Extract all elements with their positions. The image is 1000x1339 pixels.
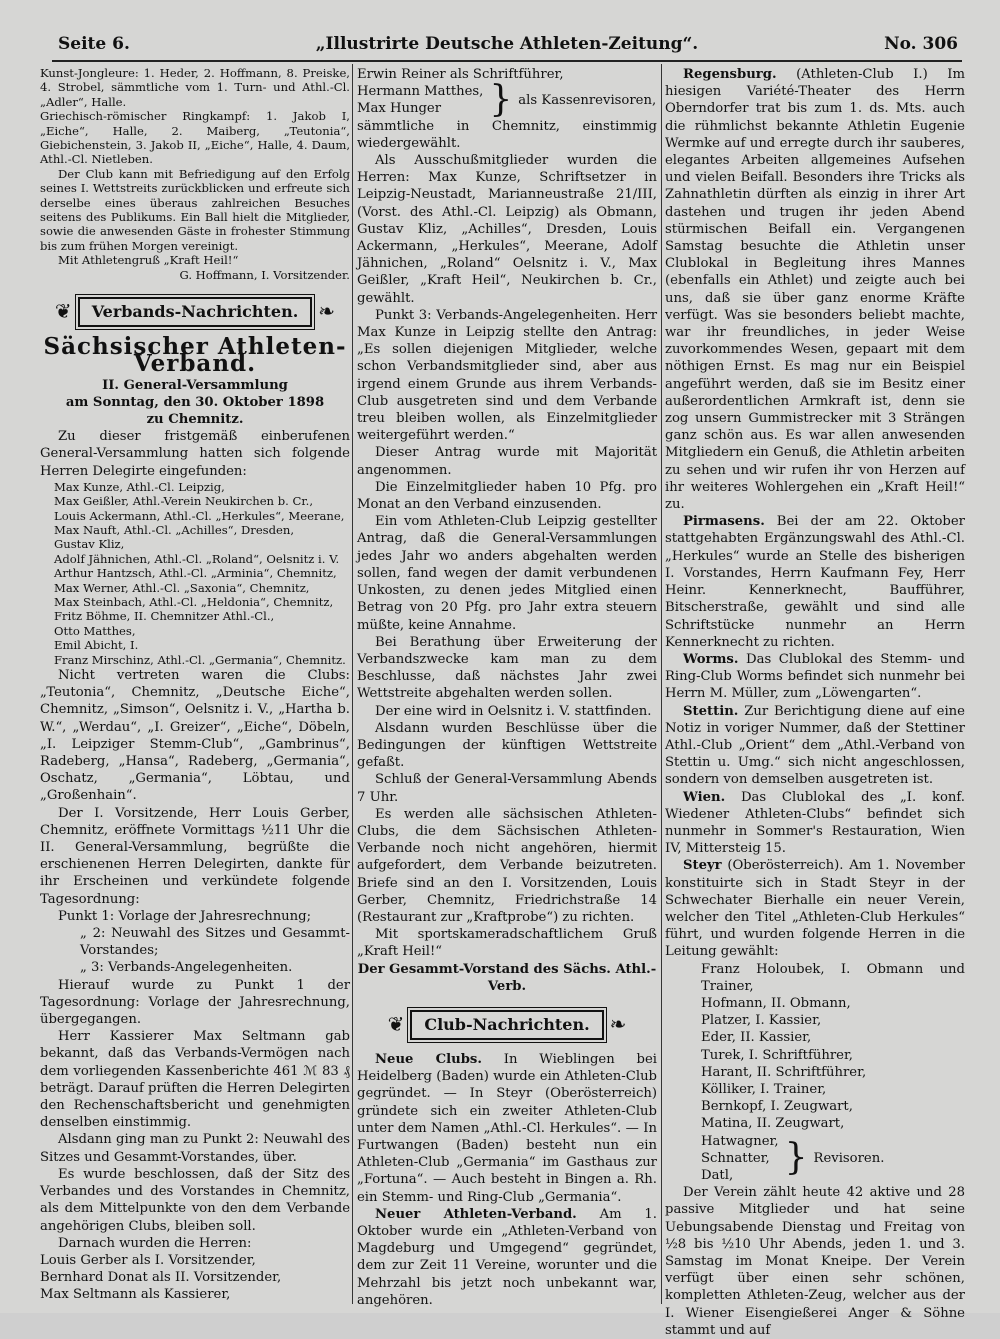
- agenda-list: [40, 908, 350, 977]
- signature: G. Hoffmann, I. Vorsitzender.: [179, 267, 350, 282]
- list-item: Max Hunger: [357, 101, 442, 117]
- paragraph: Die Einzelmitglieder haben 10 Pfg. pro Monat an den Verband einzusenden.: [357, 479, 657, 513]
- list-item: Franz Mirschinz, Athl.-Cl. „Germania“, Chemnitz.: [54, 652, 346, 667]
- list-item: Matina, II. Zeugwart,: [701, 1116, 845, 1132]
- list-item: Hatwagner,: [701, 1133, 779, 1149]
- list-item: Max Steinbach, Athl.-Cl. „Heldonia“, Chemnitz,: [54, 594, 334, 609]
- ornament-icon: ❦: [387, 1012, 405, 1037]
- page-number: Seite 6.: [58, 34, 130, 54]
- paragraph: Dieser Antrag wurde mit Majorität angenommen.: [357, 445, 657, 478]
- paragraph: Als Ausschußmitglieder wurden die Herren: Max Kunze, Schriftsetzer in Leipzig-Neustadt, Marianneustraße 21/III, (Vorst. des Athl.-Cl. Leipzig) als Obmann, Gustav Kliz, „Achilles“, Dresden, Louis Ackermann, „Herkules“, Meerane, Adolf Jähnichen, „Roland“ Oelsnitz i. V., Max Geißler, „Kraft Heil“, Neukirchen b. Cr., gewählt.: [357, 153, 657, 306]
- officer-list: [40, 1252, 350, 1304]
- list-item: Punkt 1: Vorlage der Jahresrechnung;: [58, 908, 312, 924]
- list-item: Erwin Reiner als Schriftführer,: [357, 67, 564, 82]
- issue-number: No. 306: [884, 34, 958, 54]
- paragraph: Es wurde beschlossen, daß der Sitz des Verbandes und des Vorstandes in Chemnitz, als dem Mittelpunkte von den dem Verbande angehörigen Clubs, bleiben soll.: [40, 1166, 350, 1234]
- list-item: Louis Ackermann, Athl.-Cl. „Herkules“, Meerane,: [54, 508, 345, 523]
- paragraph: Nicht vertreten waren die Clubs: „Teutonia“, Chemnitz, „Deutsche Eiche“, Chemnitz, „Simson“, Oelsnitz i. V., „Hartha b. W.“, „Werdau“, „I. Greizer“, „Eiche“, Döbeln, „I. Leipziger Stemm-Club“, „Gambrinus“, Radeberg, „Hansa“, Radeberg, „Germania“, Oschatz, „Germania“, Löbtau, und „Großenhain“.: [40, 668, 350, 804]
- item-heading: Pirmasens.: [683, 514, 765, 530]
- subtitle-place: zu Chemnitz.: [146, 411, 244, 427]
- column-1: [40, 66, 350, 1304]
- item-text: Das Clublokal des „I. konf. Wiedener Athleten-Clubs“ befindet sich nunmehr in Sommer's Restauration, Wien IV, Mittersteig 15.: [665, 789, 965, 857]
- paragraph: Zu dieser fristgemäß einberufenen General-Versammlung hatten sich folgende Herren Delegirte eingefunden:: [40, 429, 350, 479]
- item-heading: Stettin.: [683, 703, 739, 719]
- ornament-icon: ❦: [54, 299, 72, 324]
- paragraph: Kunst-Jongleure: 1. Heder, 2. Hoffmann, 8. Preiske, 4. Strobel, sämmtliche vom 1. Turn- und Athl.-Cl. „Adler“, Halle.: [40, 66, 350, 109]
- item-heading: Wien.: [683, 789, 726, 805]
- list-item: Hermann Matthes,: [357, 84, 484, 100]
- item-text: (Athleten-Club I.) Im hiesigen Variété-Theater des Herrn Oberndorfer trat bis zum 1. ds. Mts. auch die rühmlichst bekannte Athletin Eugenie Wermke auf und erregte durch ihr sauberes, elegantes Arbeiten allgemeines Aufsehen und vielen Beifall. Besonders ihre Tricks als Zahnathletin dürften als einzig in ihrer Art dastehen und trugen ihr jeden Abend stürmischen Beifall ein. Vergangenen Samstag besuchte die Athletin unser Clublokal in Begleitung ihres Mannes (ebenfalls ein Athlet) und zeigte auch bei uns, daß sie über ganz enorme Kräfte verfügt. Was sie besonders beliebt machte, war ihr freundliches, in jeder Weise zuvorkommendes Wesen, gepaart mit dem nöthigen Ernst. Es mag nur ein Beispiel angeführt werden, daß sie im Besitz einer außerordentlichen Armkraft ist, denn sie zog unsern Gummistrecker mit 3 Strängen ganz schön aus. Es war allen anwesenden Mitgliedern ein Genuß, die Athletin arbeiten zu sehen und wir rufen ihr von Herzen auf ihr weiteres Wohlergehen ein „Kraft Heil!“ zu.: [665, 67, 965, 513]
- paragraph: Bei Berathung über Erweiterung der Verbandszwecke kam man zu dem Beschlusse, daß nächstes Jahr zwei Wettstreite abgehalten werden sollen.: [357, 634, 657, 702]
- list-item: Max Werner, Athl.-Cl. „Saxonia“, Chemnitz,: [54, 580, 310, 595]
- list-item: Gustav Kliz,: [54, 537, 125, 552]
- paragraph: Alsdann ging man zu Punkt 2: Neuwahl des Sitzes und Gesammt-Vorstandes, über.: [40, 1132, 350, 1165]
- paragraph: Der I. Vorsitzende, Herr Louis Gerber, Chemnitz, eröffnete Vormittags ½11 Uhr die II. General-Versammlung, begrüßte die erschienenen Herren Delegirten, dankte für ihr Erscheinen und verkündete folgende Tagesordnung:: [40, 805, 350, 907]
- subtitle-date: am Sonntag, den 30. Oktober 1898: [65, 394, 325, 410]
- page-header: [58, 30, 958, 58]
- section-banner: [40, 294, 350, 330]
- article-title: Sächsischer Athleten-Verband.: [43, 333, 347, 378]
- list-item: Eder, II. Kassier,: [701, 1030, 812, 1046]
- brace-label: Revisoren.: [813, 1150, 885, 1166]
- header-rule: [52, 60, 962, 62]
- paragraph: Der Club kann mit Befriedigung auf den Erfolg seines I. Wettstreits zurückblicken und erfreute sich derselbe eines überaus zahlreichen Besuches seitens des Publikums. Ein Ball hielt die Mitglieder, sowie die anwesenden Gäste in frohester Stimmung bis zum frühen Morgen vereinigt.: [40, 166, 350, 253]
- list-item: Arthur Hantzsch, Athl.-Cl. „Arminia“, Chemnitz,: [54, 566, 337, 581]
- newspaper-title: „Illustrirte Deutsche Athleten-Zeitung“.: [315, 34, 699, 54]
- revisor-group: [665, 1133, 965, 1185]
- list-item: Max Geißler, Athl.-Verein Neukirchen b. Cr.,: [54, 494, 314, 509]
- item-text: Zur Berichtigung diene auf eine Notiz in voriger Nummer, daß der Stettiner Athl.-Club „Orient“ dem „Athl.-Verband von Stettin u. Umg.“ sich nicht angeschlossen, sondern von demselben ausgetreten ist.: [665, 703, 965, 788]
- paragraph: Der Verein zählt heute 42 aktive und 28 passive Mitglieder und hat seine Uebungsabende Dienstag und Freitag von ½8 bis ½10 Uhr Abends, jeden 1. und 3. Samstag im Monat Kneipe. Der Verein verfügt über einen sehr schönen, kompletten Athleten-Zeug, welcher aus der I. Wiener Eisengießerei Anger & Söhne stammt und auf: [665, 1185, 965, 1338]
- list-item: Max Kunze, Athl.-Cl. Leipzig,: [54, 479, 225, 494]
- item-heading: Neuer Athleten-Verband.: [375, 1206, 577, 1222]
- list-item: Bernhard Donat als II. Vorsitzender,: [40, 1270, 282, 1286]
- revisor-group: [357, 79, 657, 121]
- item-text: Bei der am 22. Oktober stattgehabten Ergänzungswahl des Athl.-Cl. „Herkules“ wurde an Stelle des bisherigen I. Vorstandes, Herrn Kaufmann Fey, Herr Heinr. Kennerknecht, Baufführer, Bitscherstraße, gewählt und sind alle Schriftstücke nunmehr an Herrn Kennerknecht zu richten.: [665, 514, 965, 650]
- list-item: Turek, I. Schriftführer,: [701, 1047, 854, 1063]
- item-heading: Regensburg.: [683, 67, 777, 82]
- paragraph: sämmtliche in Chemnitz, einstimmig wiedergewählt.: [357, 118, 657, 151]
- list-item: Fritz Böhme, II. Chemnitzer Athl.-Cl.,: [54, 609, 275, 624]
- item-heading: Neue Clubs.: [375, 1051, 482, 1067]
- item-text: In Wieblingen bei Heidelberg (Baden) wurde ein Athleten-Club gegründet. — In Steyr (Oberösterreich) gründete sich ein zweiter Athleten-Club unter dem Namen „Athl.-Cl. Herkules“. — In Furtwangen (Baden) besteht nun ein Athleten-Club „Germania“ im Gasthaus zur „Fortuna“. — Auch besteht in Bingen a. Rh. ein Stemm- und Ring-Club „Germania“.: [357, 1051, 657, 1205]
- paragraph: Punkt 3: Verbands-Angelegenheiten. Herr Max Kunze in Leipzig stellte den Antrag: „Es sollen diejenigen Mitglieder, welche schon Verbandsmitglieder sind, aber aus irgend einem Grunde aus ihrem Verbands-Club ausgetreten sind und dem Verbande treu bleiben wollen, als Einzelmitglieder weitergeführt werden.“: [357, 307, 657, 444]
- greeting: Mit Athletengruß „Kraft Heil!“: [58, 253, 239, 268]
- list-item: Bernkopf, I. Zeugwart,: [701, 1099, 853, 1115]
- column-divider: [352, 64, 353, 1304]
- member-list: [665, 961, 965, 1133]
- brace-label: als Kassenrevisoren,: [518, 92, 657, 108]
- list-item: „ 2: Neuwahl des Sitzes und Gesammt-Vorstandes;: [80, 926, 350, 959]
- list-item: Franz Holoubek, I. Obmann und Trainer,: [701, 961, 965, 994]
- subtitle: II. General-Versammlung: [102, 377, 288, 393]
- paragraph: Ein vom Athleten-Club Leipzig gestellter Antrag, daß die General-Versammlungen jedes Jahr wo anders abgehalten werden sollen, fand wegen der damit verbundenen Unkosten, zu denen jedes Mitglied einen Betrag von 20 Pfg. pro Jahr extra steuern müßte, keine Annahme.: [357, 514, 657, 633]
- section-banner: [357, 1007, 657, 1043]
- banner-title: Verbands-Nachrichten.: [78, 297, 313, 326]
- list-item: Max Seltmann als Kassierer,: [40, 1287, 231, 1303]
- paragraph: Alsdann wurden Beschlüsse über die Bedingungen der künftigen Wettstreite gefaßt.: [357, 720, 657, 771]
- list-item: „ 3: Verbands-Angelegenheiten.: [80, 960, 293, 976]
- list-item: Adolf Jähnichen, Athl.-Cl. „Roland“, Oelsnitz i. V.: [54, 551, 340, 566]
- paragraph: Griechisch-römischer Ringkampf: 1. Jakob I, „Eiche“, Halle, 2. Maiberg, „Teutonia“, Giebichenstein, 3. Jakob II, „Eiche“, Halle, 4. Daum, Athl.-Cl. Nietleben.: [40, 109, 350, 167]
- list-item: Datl,: [701, 1168, 734, 1183]
- paragraph: Herr Kassierer Max Seltmann gab bekannt, daß das Verbands-Vermögen nach dem vorliegenden Kassenberichte 461 ℳ 83 ₰ beträgt. Darauf prüften die Herren Delegirten den Rechenschaftsbericht und genehmigten denselben einstimmig.: [40, 1029, 350, 1131]
- ornament-icon: ❧: [318, 299, 336, 324]
- item-text: Das Clublokal des Stemm- und Ring-Club Worms befindet sich nunmehr bei Herrn M. Müller, zum „Löwengarten“.: [665, 651, 965, 702]
- column-3: [665, 66, 965, 1339]
- brace-icon: }: [784, 1137, 808, 1179]
- list-item: Schnatter,: [701, 1150, 770, 1166]
- paragraph: Darnach wurden die Herren:: [58, 1235, 252, 1251]
- item-heading: Worms.: [683, 651, 739, 667]
- list-item: Platzer, I. Kassier,: [701, 1013, 822, 1029]
- paragraph: Schluß der General-Versammlung Abends 7 Uhr.: [357, 772, 657, 805]
- list-item: Otto Matthes,: [54, 623, 136, 638]
- list-item: Hofmann, II. Obmann,: [701, 995, 851, 1011]
- delegate-list: [40, 480, 350, 667]
- ornament-icon: ❧: [609, 1012, 627, 1037]
- item-text: Am 1. Oktober wurde ein „Athleten-Verband von Magdeburg und Umgegend“ gegründet, dem zur Zeit 11 Vereine, worunter und die Mehrzahl bis jetzt noch unbekannt war, angehören.: [357, 1206, 657, 1308]
- paragraph: Mit sportskameradschaftlichem Gruß „Kraft Heil!“: [357, 927, 657, 960]
- paragraph: Es werden alle sächsischen Athleten-Clubs, die dem Sächsischen Athleten-Verbande noch nicht angehören, hiermit aufgefordert, dem Verbande beizutreten. Briefe sind an den I. Vorsitzenden, Louis Gerber, Chemnitz, Friedrichstraße 14 (Restaurant zur „Kraftprobe“) zu richten.: [357, 806, 657, 925]
- column-divider: [661, 64, 662, 1304]
- column-2: [357, 66, 657, 1309]
- item-text: (Oberösterreich). Am 1. November konstituirte sich in Stadt Steyr in der Schwechater Bierhalle ein neuer Verein, welcher den Titel „Athleten-Club Herkules“ führt, und wurden folgende Herren in die Leitung gewählt:: [665, 858, 965, 960]
- list-item: Emil Abicht, I.: [54, 638, 139, 653]
- banner-title: Club-Nachrichten.: [410, 1010, 603, 1039]
- paragraph: Der eine wird in Oelsnitz i. V. stattfinden.: [375, 703, 652, 719]
- item-heading: Steyr: [683, 858, 722, 874]
- list-item: Harant, II. Schriftführer,: [701, 1064, 867, 1080]
- brace-icon: }: [489, 79, 513, 121]
- signature: Der Gesammt-Vorstand des Sächs. Athl.-Verb.: [357, 961, 657, 994]
- list-item: Max Nauft, Athl.-Cl. „Achilles“, Dresden,: [54, 522, 295, 537]
- list-item: Kölliker, I. Trainer,: [701, 1081, 827, 1097]
- paragraph: Hierauf wurde zu Punkt 1 der Tagesordnung: Vorlage der Jahresrechnung, übergegangen.: [40, 977, 350, 1028]
- list-item: Louis Gerber als I. Vorsitzender,: [40, 1252, 256, 1268]
